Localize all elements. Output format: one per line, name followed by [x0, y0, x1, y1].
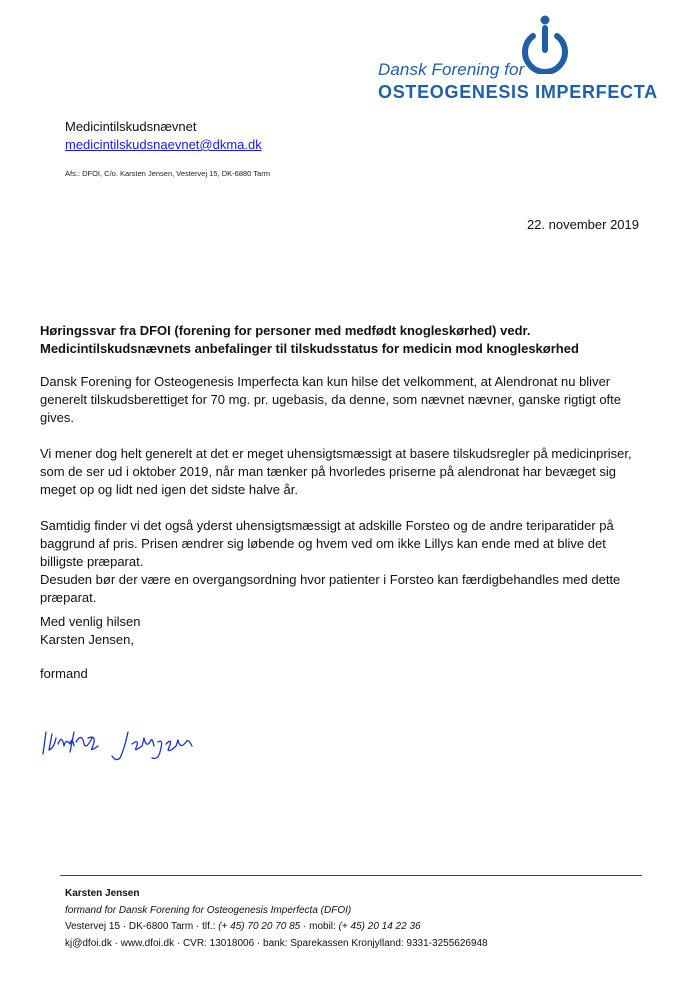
letter-date: 22. november 2019 — [526, 217, 639, 232]
footer-address-line — [65, 919, 488, 936]
body-paragraph-3: Samtidig finder vi det også yderst uhensigtsmæssigt at adskille Forsteo og de andre teriparatider på baggrund af pris. Prisen ændrer sig løbende og hvem ved om ikke Lillys kan ende med at blive det billigste præparat. — [40, 518, 614, 569]
body-paragraph-1: Dansk Forening for Osteogenesis Imperfecta kan kun hilse det velkomment, at Alendronat nu bliver generelt tilskudsberettiget for 70 mg. pr. ugebasis, da denne, som nævnet nævner, ganske rigtigt ofte gives. — [40, 374, 622, 425]
power-symbol-icon — [517, 14, 573, 74]
letter-footer — [65, 886, 488, 952]
footer-divider — [60, 875, 642, 876]
body-paragraph-4: Desuden bør der være en overgangsordning hvor patienter i Forsteo kan færdigbehandles med dette præparat. — [40, 572, 621, 605]
logo-text-line2: OSTEOGENESIS IMPERFECTA — [378, 82, 658, 102]
closing-greeting: Med venlig hilsen — [40, 614, 141, 629]
footer-mobile: (+ 45) 20 14 22 36 — [338, 921, 421, 932]
letter-closing — [40, 613, 140, 649]
subject-line-1: Høringssvar fra DFOI (forening for personer med medfødt knogleskørhed) vedr. — [40, 323, 531, 338]
footer-phone: (+ 45) 70 20 70 85 — [218, 921, 301, 932]
letter-body — [40, 373, 650, 625]
footer-role: formand for Dansk Forening for Osteogenesis Imperfecta (DFOI) — [65, 904, 352, 916]
subject-line-2: Medicintilskudsnævnets anbefalinger til tilskudsstatus for medicin mod knogleskørhed — [40, 341, 579, 356]
closing-role: formand — [40, 666, 88, 681]
closing-name: Karsten Jensen, — [40, 632, 134, 647]
letter-subject — [40, 322, 650, 358]
logo-text-line1: Dansk Forening for — [378, 60, 525, 79]
handwritten-signature — [40, 724, 240, 764]
sender-address: Afs.: DFOI, C/o. Karsten Jensen, Vestervej 15, DK-6880 Tarm — [65, 169, 270, 178]
footer-mobile-label: · mobil: — [300, 921, 339, 932]
body-paragraph-2: Vi mener dog helt generelt at det er meget uhensigtsmæssigt at basere tilskudsregler på medicinpriser, som de ser ud i oktober 2019, når man tænker på hvorledes priserne på alendronat har bevæget sig meget op og lidt ned igen det sidste halve år. — [40, 446, 632, 497]
recipient-name: Medicintilskudsnævnet — [65, 119, 197, 134]
recipient-email-link[interactable]: medicintilskudsnaevnet@dkma.dk — [65, 137, 262, 152]
footer-contact-line: kj@dfoi.dk · www.dfoi.dk · CVR: 13018006 · bank: Sparekassen Kronjylland: 9331-3255626948 — [65, 937, 488, 949]
footer-address: Vestervej 15 · DK-6800 Tarm · tlf.: — [65, 921, 219, 932]
footer-name: Karsten Jensen — [65, 888, 140, 899]
